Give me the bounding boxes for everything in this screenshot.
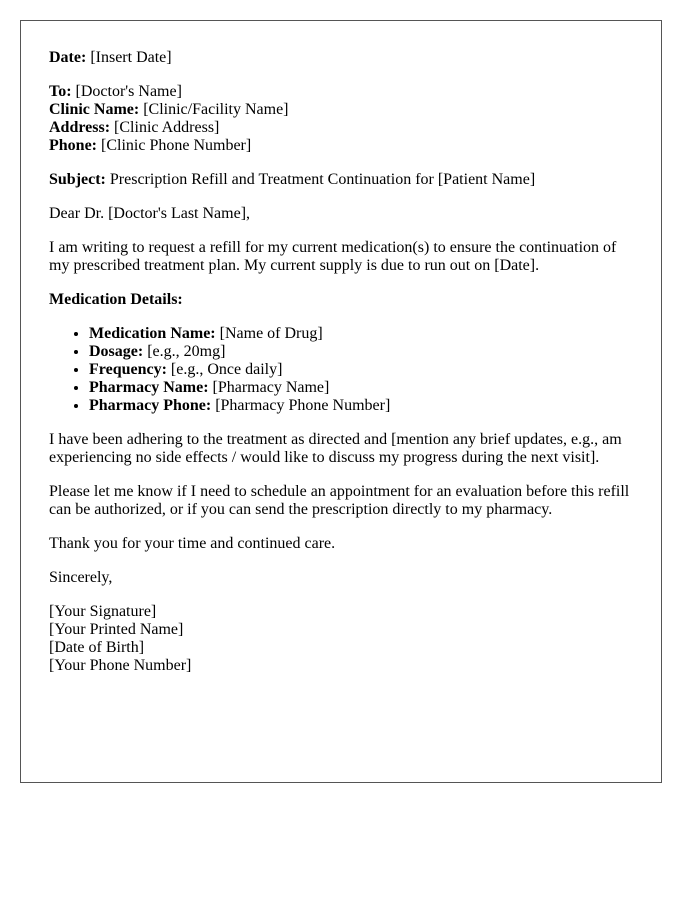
recipient-block: To: [Doctor's Name] Clinic Name: [Clinic/Facility Name] Address: [Clinic Address] Phone: [Clinic Phone Number]: [49, 83, 289, 154]
intro-paragraph: I am writing to request a refill for my current medication(s) to ensure the continuation of my prescribed treatment plan. My current supply is due to run out on [Date].: [49, 239, 617, 274]
medication-list: [49, 325, 632, 415]
list-item: • Pharmacy Name: [Pharmacy Name]: [89, 379, 632, 397]
list-item: • Pharmacy Phone: [Pharmacy Phone Number]: [89, 397, 632, 415]
adherence-paragraph: I have been adhering to the treatment as directed and [mention any brief updates, e.g., am experiencing no side effects / would like to discuss my progress during the next visit].: [49, 431, 622, 466]
medication-heading: Medication Details:: [49, 291, 183, 308]
subject-line: Subject: Prescription Refill and Treatment Continuation for [Patient Name]: [49, 171, 536, 188]
list-item: • Medication Name: [Name of Drug]: [89, 325, 632, 343]
request-paragraph: Please let me know if I need to schedule an appointment for an evaluation before this refill can be authorized, or if you can send the prescription directly to my pharmacy.: [49, 483, 630, 518]
signature-block: [Your Signature] [Your Printed Name] [Date of Birth] [Your Phone Number]: [49, 603, 192, 674]
list-item: • Dosage: [e.g., 20mg]: [89, 343, 632, 361]
letter: [20, 20, 662, 783]
salutation: Dear Dr. [Doctor's Last Name],: [49, 205, 251, 222]
date-line: Date: [Insert Date]: [49, 49, 172, 66]
list-item: • Frequency: [e.g., Once daily]: [89, 361, 632, 379]
thanks-paragraph: Thank you for your time and continued care.: [49, 535, 336, 552]
closing: Sincerely,: [49, 569, 113, 586]
